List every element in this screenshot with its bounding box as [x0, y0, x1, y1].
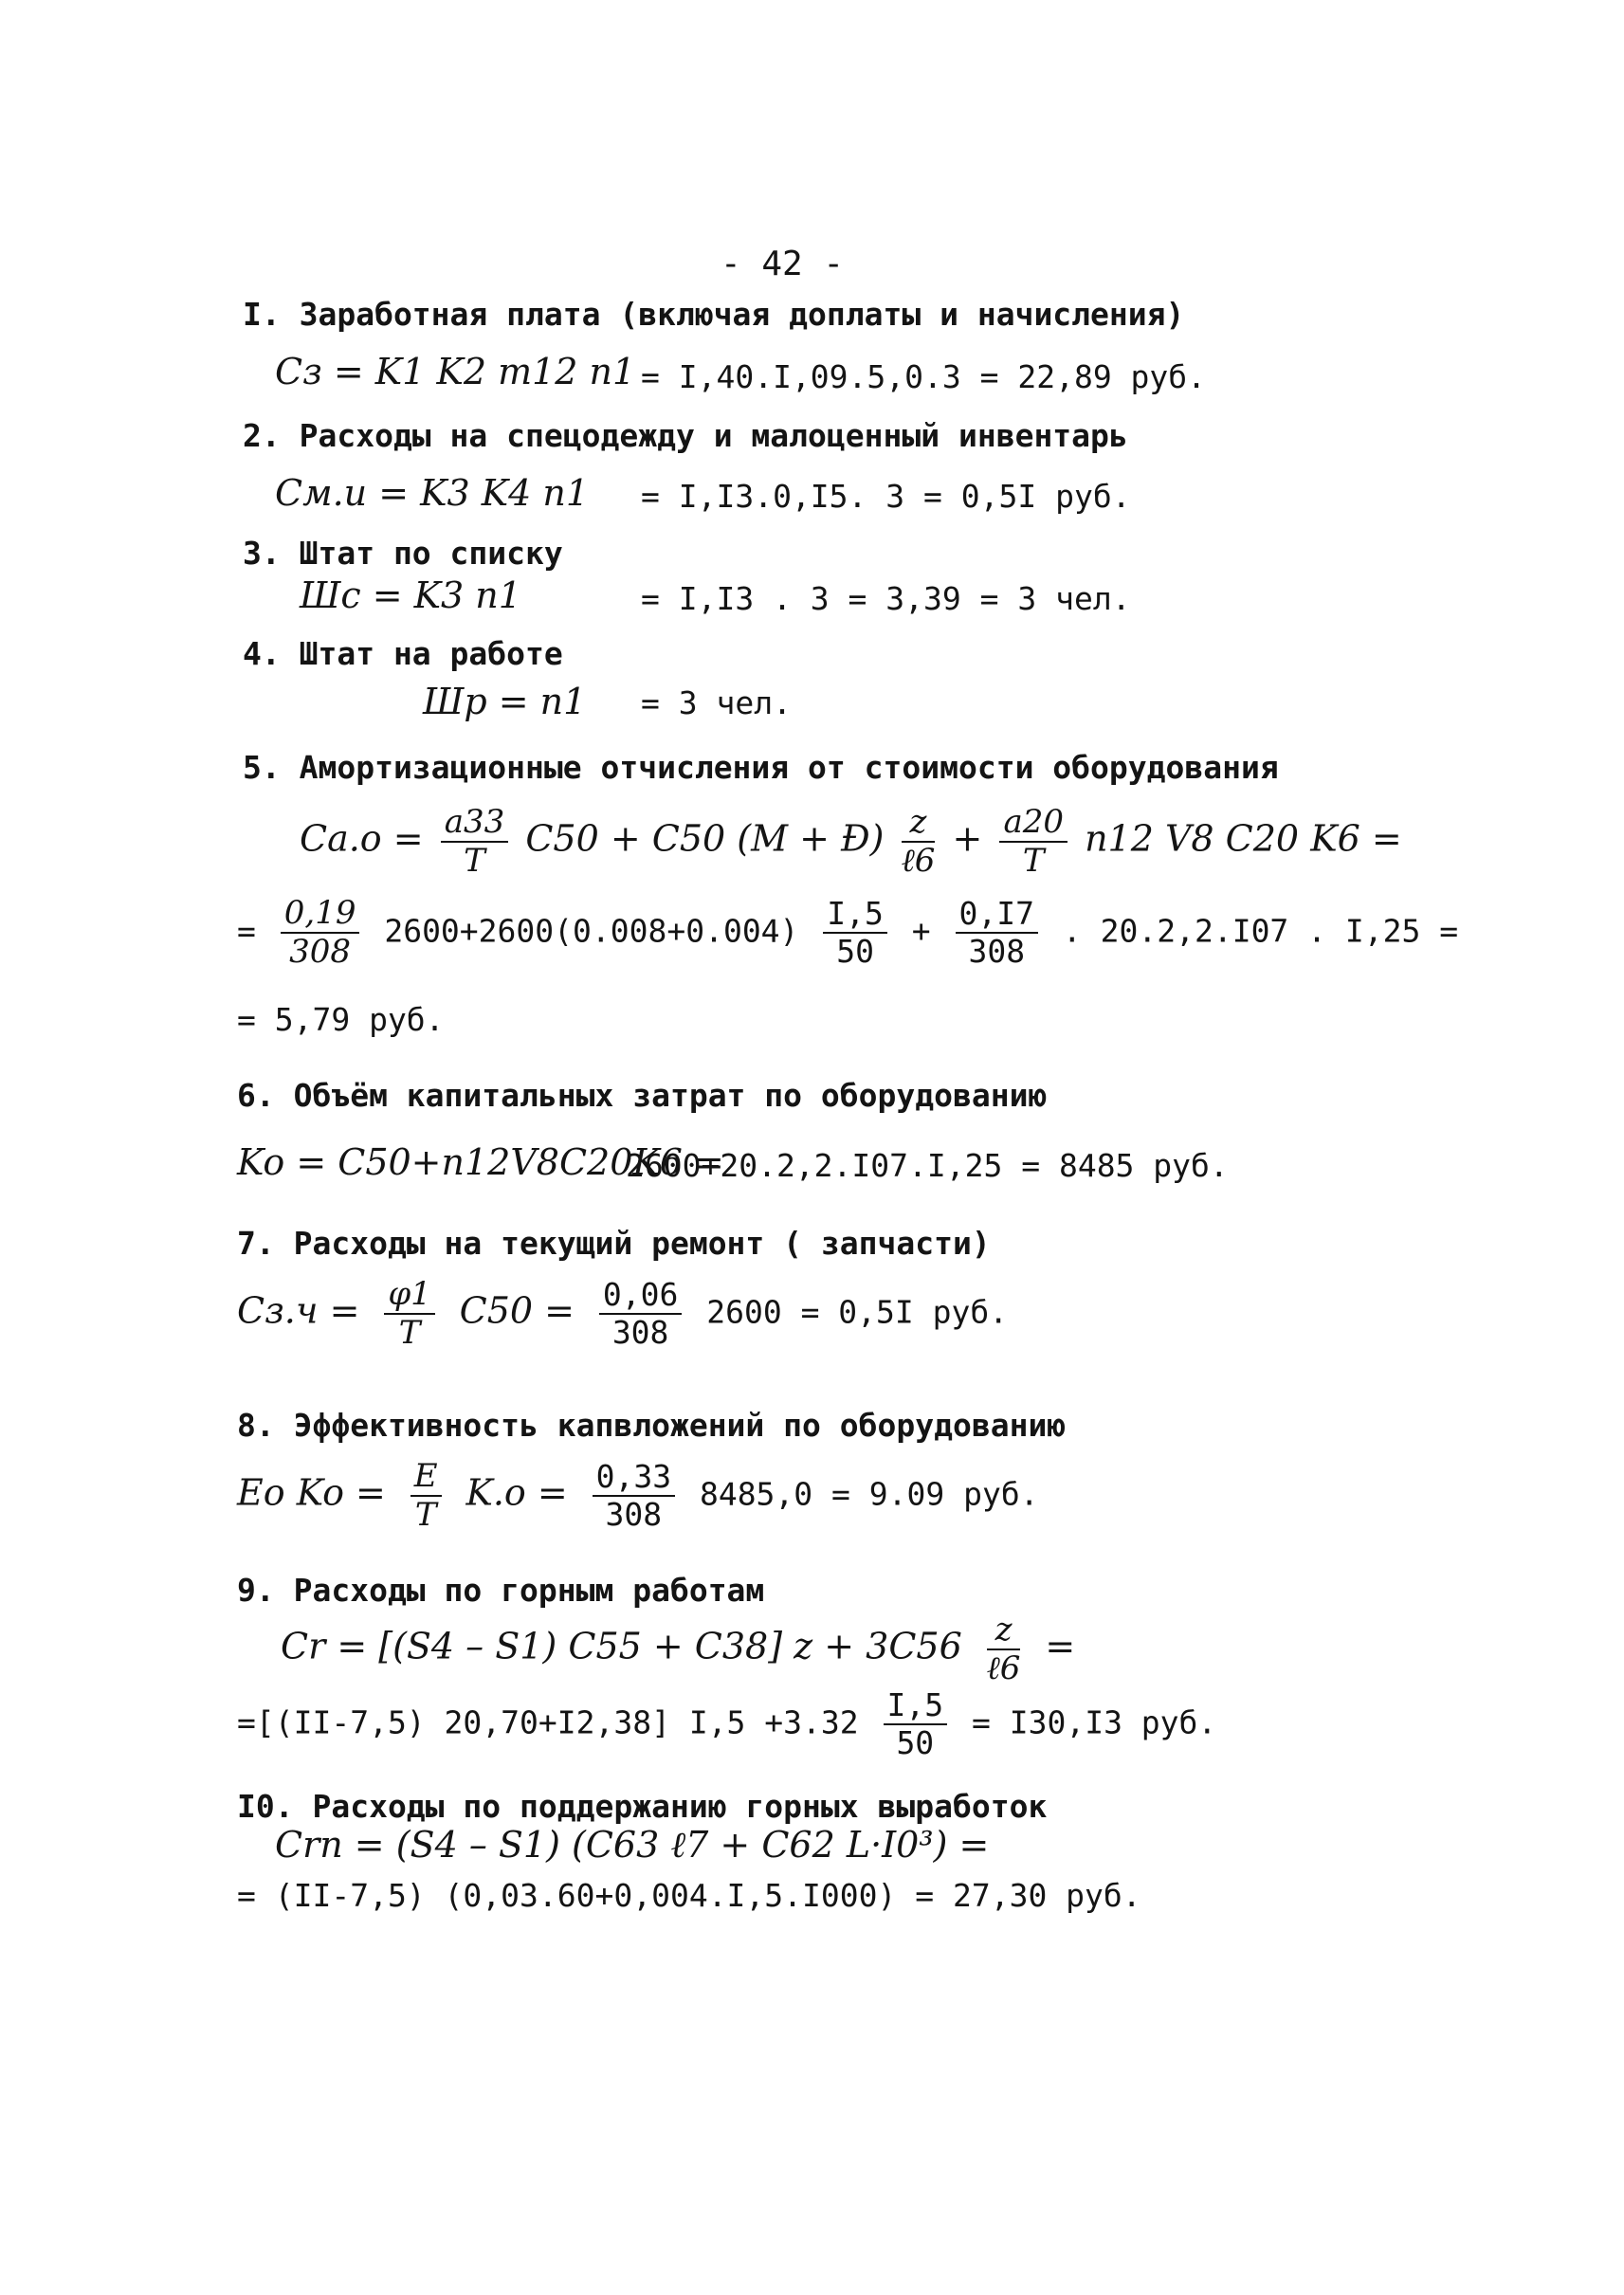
calc-rhs: 2600 = 0,5I руб.	[706, 1293, 1009, 1331]
item-4-heading: 4. Штат на работе	[243, 635, 563, 672]
fraction	[599, 1277, 682, 1351]
numerator: a20	[999, 804, 1067, 843]
numerator: E	[411, 1458, 442, 1497]
denominator: 308	[968, 933, 1026, 971]
calc-mid: 2600+2600(0.008+0.004)	[384, 912, 799, 950]
item-3-heading: 3. Штат по списку	[243, 535, 563, 572]
numerator: 0,33	[593, 1459, 675, 1497]
calc-rhs: = I30,I3 руб.	[972, 1703, 1217, 1741]
fraction	[999, 804, 1067, 880]
fraction	[441, 804, 509, 880]
item-3-formula: Шс = K3 n1	[300, 574, 521, 616]
item-8-formula	[237, 1458, 1039, 1534]
calc-lhs: =[(II-7,5) 20,70+I2,38] I,5 +3.32	[237, 1703, 859, 1741]
denominator: T	[398, 1314, 421, 1353]
formula-lhs: Cз.ч =	[237, 1289, 360, 1332]
item-10-calc: = (II-7,5) (0,03.60+0,004.I,5.I000) = 27,30 руб.	[237, 1877, 1141, 1914]
denominator: 308	[289, 933, 352, 972]
item-2-formula: Cм.и = K3 K4 n1	[275, 472, 590, 514]
item-10-heading: I0. Расходы по поддержанию горных выработок	[237, 1788, 1048, 1825]
fraction	[823, 896, 887, 970]
item-7-heading: 7. Расходы на текущий ремонт ( запчасти)	[237, 1225, 991, 1262]
fraction	[384, 1276, 434, 1352]
denominator: ℓ6	[986, 1649, 1021, 1688]
denominator: T	[464, 842, 485, 881]
denominator: ℓ6	[901, 842, 936, 881]
numerator: φ1	[384, 1276, 434, 1315]
page-number: - 42 -	[721, 245, 845, 283]
item-9-heading: 9. Расходы по горным работам	[237, 1572, 765, 1609]
calc-rhs: 8485,0 = 9.09 руб.	[699, 1475, 1039, 1513]
item-1-formula: Cз = K1 K2 m12 n1	[275, 351, 636, 392]
plus-sign: +	[911, 912, 931, 950]
numerator: z	[987, 1612, 1021, 1650]
item-1-heading: I. Заработная плата (включая доплаты и начисления)	[243, 296, 1185, 333]
fraction	[411, 1458, 442, 1534]
formula-lhs: Eo Ko =	[237, 1471, 386, 1514]
calc-tail: . 20.2,2.I07 . I,25 =	[1062, 912, 1459, 950]
fraction	[956, 896, 1038, 970]
equals-sign: =	[1045, 1625, 1076, 1667]
item-6-formula: Ko = C50+n12V8C20K6 =	[237, 1141, 724, 1183]
fraction	[281, 895, 360, 971]
item-7-formula	[237, 1276, 1008, 1352]
formula-lhs: Cr = [(S4 – S1) C55 + C38] z + 3C56	[281, 1625, 962, 1667]
numerator: a33	[441, 804, 509, 843]
item-10-formula: Crn = (S4 – S1) (C63 ℓ7 + C62 L·I0³) =	[275, 1824, 990, 1866]
item-5-calc	[237, 895, 1458, 971]
item-6-calc: 2600+20.2,2.I07.I,25 = 8485 руб.	[626, 1147, 1229, 1184]
formula-mid: C50 + C50 (M + Ð)	[525, 817, 885, 860]
item-8-heading: 8. Эффективность капвложений по оборудованию	[237, 1407, 1067, 1444]
item-1-calc: = I,40.I,09.5,0.3 = 22,89 руб.	[641, 358, 1207, 395]
fraction	[884, 1687, 948, 1761]
numerator: I,5	[884, 1687, 948, 1725]
formula-rhs: K.o =	[465, 1471, 568, 1514]
numerator: 0,19	[281, 895, 360, 934]
item-2-calc: = I,I3.0,I5. 3 = 0,5I руб.	[641, 478, 1131, 515]
formula-tail: n12 V8 C20 K6 =	[1085, 817, 1402, 860]
denominator: T	[414, 1496, 437, 1535]
numerator: z	[902, 804, 936, 843]
item-5-heading: 5. Амортизационные отчисления от стоимости оборудования	[243, 749, 1279, 786]
item-9-calc	[237, 1687, 1216, 1761]
item-3-calc: = I,I3 . 3 = 3,39 = 3 чел.	[641, 580, 1131, 617]
numerator: 0,06	[599, 1277, 682, 1315]
fraction	[987, 1612, 1021, 1687]
item-4-formula: Шр = n1	[423, 681, 587, 722]
plus-sign: +	[952, 817, 983, 860]
denominator: 308	[611, 1314, 669, 1352]
item-2-heading: 2. Расходы на спецодежду и малоценный инвентарь	[243, 417, 1128, 454]
formula-lhs: Ca.o =	[300, 817, 424, 860]
item-5-result: = 5,79 руб.	[237, 1001, 445, 1038]
item-9-formula	[281, 1612, 1075, 1687]
denominator: 50	[836, 933, 874, 971]
denominator: 308	[605, 1496, 663, 1534]
denominator: 50	[896, 1723, 935, 1761]
item-5-formula	[300, 804, 1402, 880]
formula-rhs: C50 =	[459, 1289, 575, 1332]
fraction	[902, 804, 936, 880]
equals-sign: =	[237, 912, 256, 950]
item-4-calc: = 3 чел.	[641, 684, 792, 721]
numerator: 0,I7	[956, 896, 1038, 934]
numerator: I,5	[823, 896, 887, 934]
fraction	[593, 1459, 675, 1533]
item-6-heading: 6. Объём капитальных затрат по оборудованию	[237, 1077, 1048, 1114]
denominator: T	[1022, 842, 1045, 881]
